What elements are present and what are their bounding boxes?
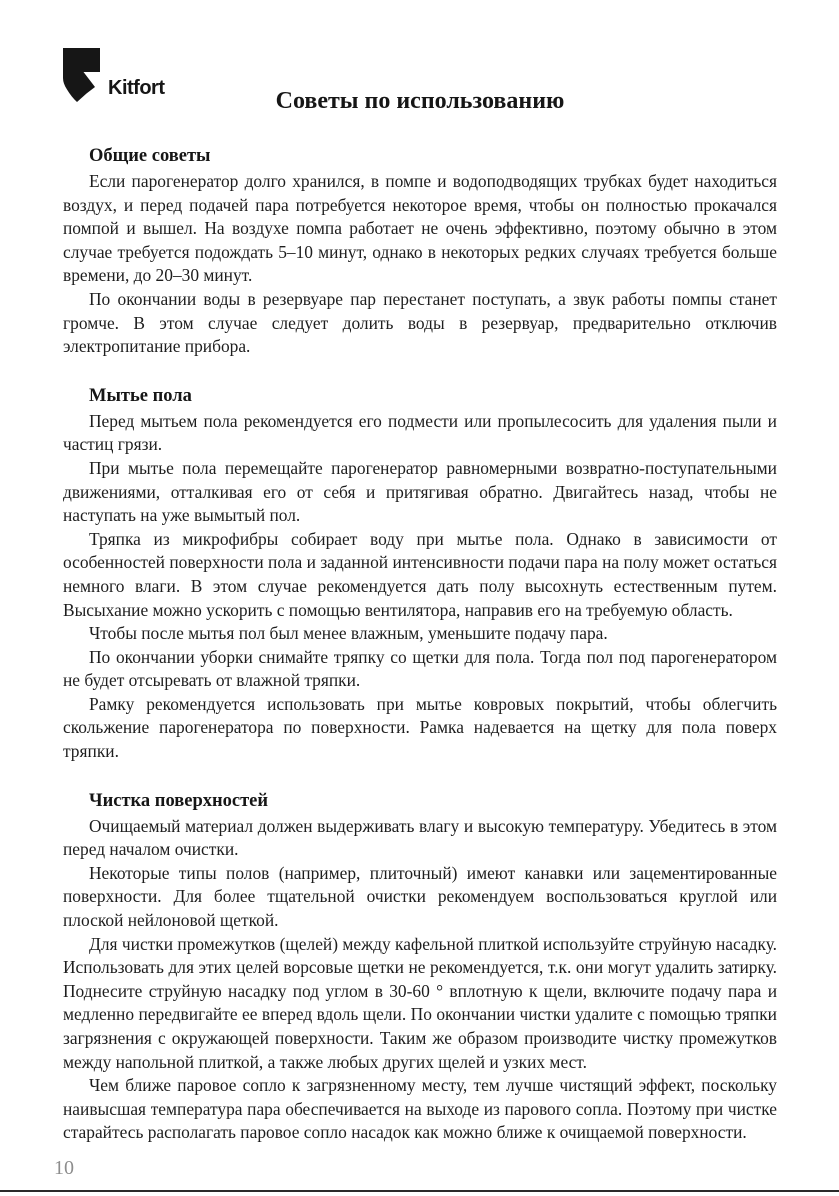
section-heading: Общие советы [89, 146, 211, 166]
section-heading: Чистка поверхностей [89, 790, 269, 811]
paragraph: Рамку рекомендуется использовать при мытье ковровых покрытий, чтобы облегчить скольжение парогенератора по поверхности. Рамка надевается на щетку для пола поверх тряпки. [63, 693, 777, 762]
page-bottom-edge-line [0, 1190, 839, 1192]
paragraph: Перед мытьем пола рекомендуется его подмести или пропылесосить для удаления пыли и частиц грязи. [63, 410, 777, 455]
paragraph: При мытье пола перемещайте парогенератор равномерными возвратно-поступательными движениями, отталкивая его от себя и притягивая обратно. Двигайтесь назад, чтобы не наступать на уже вымытый пол. [63, 457, 777, 526]
page-number: 10 [54, 1157, 74, 1179]
section-floor-washing [63, 386, 777, 764]
paragraph: Чем ближе паровое сопло к загрязненному месту, тем лучше чистящий эффект, поскольку наивысшая температура пара обеспечивается на выходе из парового сопла. Поэтому при чистке старайтесь располагать паровое сопло насадок как можно ближе к очищаемой поверхности. [63, 1075, 777, 1143]
page-title: Советы по использованию [275, 88, 565, 114]
paragraph: Некоторые типы полов (например, плиточный) имеют канавки или зацементированные поверхности. Для более тщательной очистки рекомендуем воспользоваться круглой или плоской нейлоновой щеткой. [63, 862, 777, 931]
paragraph: Если парогенератор долго хранился, в помпе и водоподводящих трубках будет находиться воздух, и перед подачей пара потребуется некоторое время, чтобы он полностью прокачался помпой и вышел. На воздухе помпа работает не очень эффективно, поэтому обычно в этом случае требуется подождать 5–10 минут, однако в некоторых редких случаях требуется больше времени, до 20–30 минут. [63, 171, 777, 286]
brand-name: Kitfort [108, 77, 165, 99]
page-header [63, 46, 777, 146]
paragraph: Чтобы после мытья пол был менее влажным, уменьшите подачу пара. [89, 623, 608, 644]
paragraph: Тряпка из микрофибры собирает воду при мытье пола. Однако в зависимости от особенностей поверхности пола и заданной интенсивности подачи пара на полу может остаться немного влаги. В этом случае рекомендуется дать полу высохнуть естественным путем. Высыхание можно ускорить с помощью вентилятора, направив его на требуемую область. [63, 528, 777, 620]
paragraph: По окончании воды в резервуаре пар перестанет поступать, а звук работы помпы станет громче. В этом случае следует долить воды в резервуар, предварительно отключив электропитание прибора. [63, 288, 777, 357]
section-general-tips [63, 146, 777, 359]
section-heading: Мытье пола [89, 385, 192, 406]
paragraph: По окончании уборки снимайте тряпку со щетки для пола. Тогда пол под парогенератором не будет отсыревать от влажной тряпки. [63, 646, 777, 691]
paragraph: Для чистки промежутков (щелей) между кафельной плиткой используйте струйную насадку. Использовать для этих целей ворсовые щетки не рекомендуется, т.к. они могут удалить затирку. Поднесите струйную насадку под углом в 30-60 ° вплотную к щели, включите подачу пара и медленно передвигайте ее вперед вдоль щели. По окончании чистки удалите с помощью тряпки загрязнения с окружающей поверхности. Таким же образом производите чистку промежутков между напольной плиткой, а также любых других щелей и узких мест. [63, 933, 777, 1072]
section-surface-cleaning [63, 791, 777, 1145]
page-content [63, 46, 777, 1145]
paragraph: Очищаемый материал должен выдерживать влагу и высокую температуру. Убедитесь в этом перед началом очистки. [63, 815, 777, 860]
